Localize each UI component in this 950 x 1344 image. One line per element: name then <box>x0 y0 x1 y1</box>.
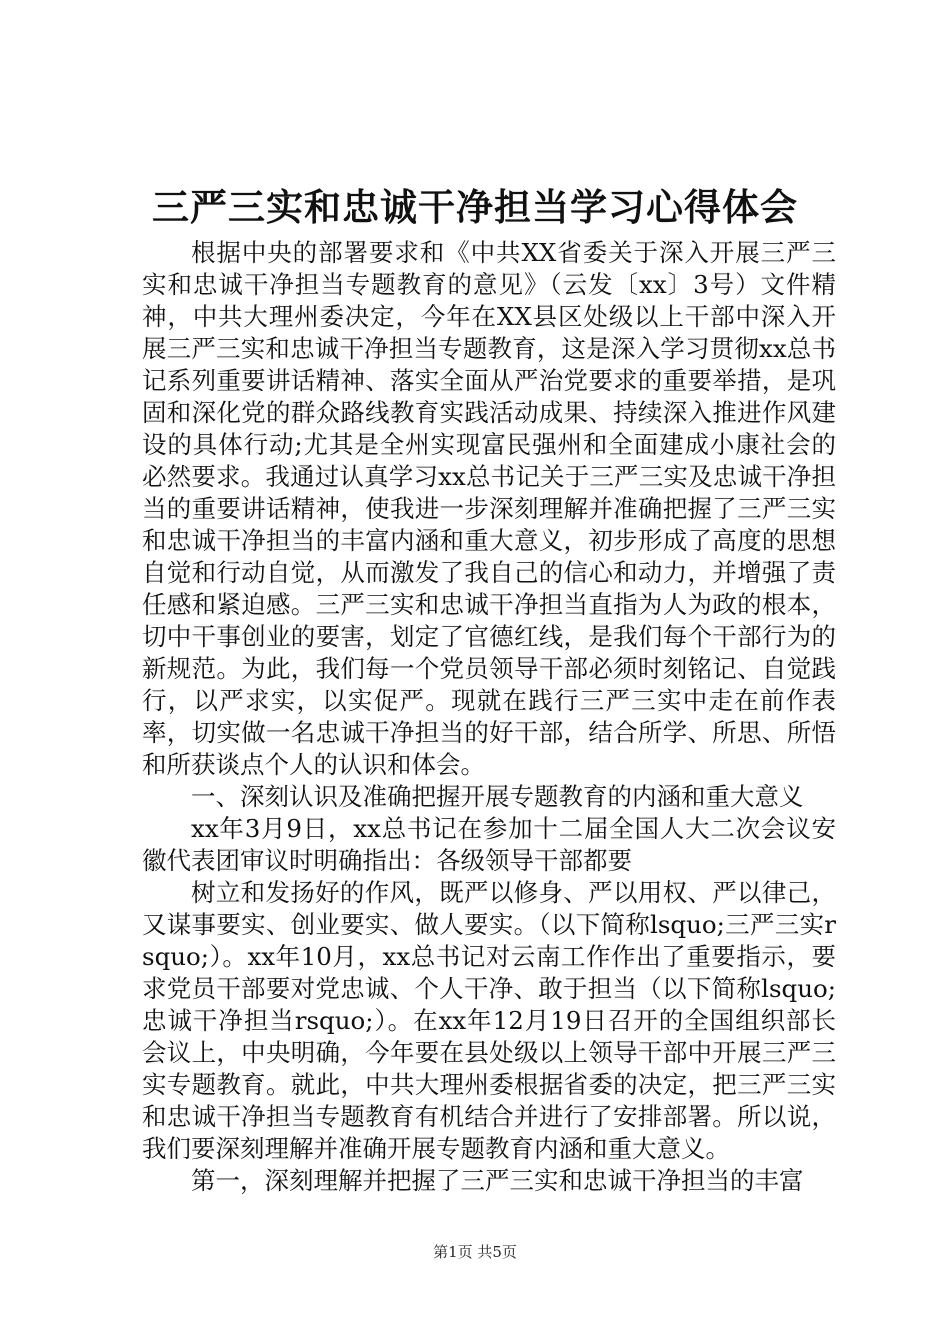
body-paragraph: 树立和发扬好的作风，既严以修身、严以用权、严以律己，又谋事要实、创业要实、做人要实。（以下简称lsquo;三严三实rsquo;）。xx年10月，xx总书记对云南工作作出了重要指示，要求党员干部要对党忠诚、个人干净、敢于担当（以下简称lsquo;忠诚干净担当rsquo;）。在xx年12月19日召开的全国组织部长会议上，中央明确，今年要在县处级以上领导干部中开展三严三实专题教育。就此，中共大理州委根据省委的决定，把三严三实和忠诚干净担当专题教育有机结合并进行了安排部署。所以说，我们要深刻理解并准确开展专题教育内涵和重大意义。 <box>142 878 836 1163</box>
document-title: 三严三实和忠诚干净担当学习心得体会 <box>152 186 798 229</box>
body-paragraph: xx年3月9日，xx总书记在参加十二届全国人大二次会议安徽代表团审议时明确指出：各级领导干部都要 <box>142 814 836 875</box>
page-total: 共5页 <box>477 1243 517 1261</box>
body-paragraph: 根据中央的部署要求和《中共XX省委关于深入开展三严三实和忠诚干净担当专题教育的意见》（云发〔xx〕3号）文件精神，中共大理州委决定，今年在XX县区处级以上干部中深入开展三严三实和忠诚干净担当专题教育，这是深入学习贯彻xx总书记系列重要讲话精神、落实全面从严治党要求的重要举措，是巩固和深化党的群众路线教育实践活动成果、持续深入推进作风建设的具体行动;尤其是全州实现富民强州和全面建成小康社会的必然要求。我通过认真学习xx总书记关于三严三实及忠诚干净担当的重要讲话精神，使我进一步深刻理解并准确把握了三严三实和忠诚干净担当的丰富内涵和重大意义，初步形成了高度的思想自觉和行动自觉，从而激发了我自己的信心和动力，并增强了责任感和紧迫感。三严三实和忠诚干净担当直指为人为政的根本，切中干事创业的要害，划定了官德红线，是我们每个干部行为的新规范。为此，我们每一个党员领导干部必须时刻铭记、自觉践行，以严求实，以实促严。现就在践行三严三实中走在前作表率，切实做一名忠诚干净担当的好干部，结合所学、所思、所悟和所获谈点个人的认识和体会。 <box>142 238 836 779</box>
section-heading: 一、深刻认识及准确把握开展专题教育的内涵和重大意义 <box>191 782 804 811</box>
document-body <box>142 237 836 1197</box>
page-footer <box>0 1242 950 1262</box>
page-number: 第1页 <box>433 1243 473 1261</box>
body-paragraph: 第一，深刻理解并把握了三严三实和忠诚干净担当的丰富 <box>191 1166 804 1195</box>
